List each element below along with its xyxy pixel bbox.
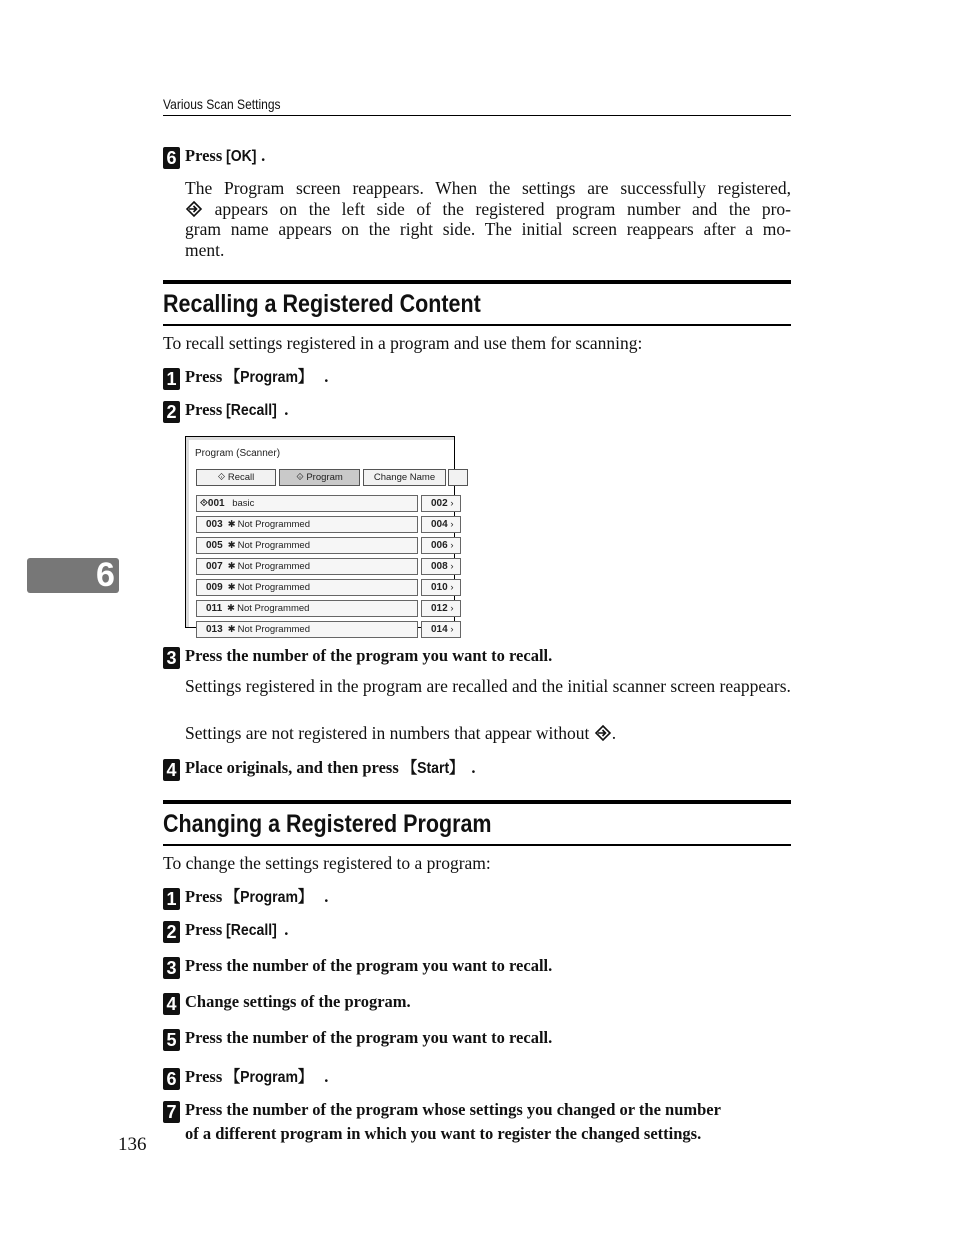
step-press-program: 6 Press 【Program】 . <box>163 1064 328 1090</box>
not-programmed-icon: ✱ <box>227 540 236 551</box>
not-programmed-icon: ✱ <box>227 519 236 530</box>
chevron-right-icon: › <box>450 624 454 635</box>
program-scanner-screenshot <box>185 436 455 635</box>
tab-recall[interactable]: ⟐ Recall <box>196 469 276 486</box>
step-press-ok: 6 Press [OK] . <box>163 146 265 169</box>
program-row-010[interactable]: 010 › <box>421 579 461 596</box>
tab-change-name[interactable]: Change Name <box>363 469 446 486</box>
tab-program[interactable]: ⟐ Program <box>279 469 360 486</box>
program-row-001[interactable]: ⟐001 basic <box>196 495 418 512</box>
tab-overflow[interactable] <box>448 469 468 486</box>
step-number: 6 <box>163 147 180 169</box>
section-title-recalling: Recalling a Registered Content <box>163 290 481 318</box>
recall-key: [Recall] <box>226 922 278 939</box>
not-programmed-icon: ✱ <box>227 624 236 635</box>
start-key: 【Start】 <box>402 760 464 777</box>
section-rule-bottom <box>163 844 791 846</box>
program-row-009[interactable]: 009 ✱ Not Programmed <box>196 579 418 596</box>
not-programmed-icon: ✱ <box>227 582 236 593</box>
step-press-number: 5 Press the number of the program you want to recall. <box>163 1028 552 1051</box>
program-row-007[interactable]: 007 ✱ Not Programmed <box>196 558 418 575</box>
step-press-recall: 2 Press [Recall] . <box>163 400 288 423</box>
step-press-number: 3 Press the number of the program you want to recall. <box>163 956 552 979</box>
program-row-014[interactable]: 014 › <box>421 621 461 638</box>
step-press-target-number: 7 Press the number of the program whose settings you changed or the number of a different program in which you want to register the changed settings. <box>163 1099 721 1144</box>
chevron-right-icon: › <box>450 519 454 530</box>
ok-key: [OK] <box>226 148 257 165</box>
section-intro: To recall settings registered in a program and use them for scanning: <box>163 333 643 353</box>
step-number: 2 <box>163 401 180 423</box>
program-mark-icon: ⟐ <box>217 472 226 483</box>
program-key: 【Program】 <box>226 889 313 906</box>
section-rule-top <box>163 280 791 284</box>
program-row-004[interactable]: 004 › <box>421 516 461 533</box>
step-number: 1 <box>163 368 180 390</box>
screen-title: Program (Scanner) <box>195 448 281 459</box>
section-rule-top <box>163 800 791 804</box>
program-mark-icon: ⟐ <box>200 498 208 509</box>
chevron-right-icon: › <box>450 540 454 551</box>
program-key: 【Program】 <box>226 1069 313 1086</box>
step-number: 5 <box>163 1029 180 1051</box>
chevron-right-icon: › <box>450 498 454 509</box>
program-row-003[interactable]: 003 ✱ Not Programmed <box>196 516 418 533</box>
not-programmed-icon: ✱ <box>227 561 236 572</box>
not-programmed-icon: ✱ <box>227 603 236 614</box>
section-intro: To change the settings registered to a program: <box>163 853 491 873</box>
step-place-originals: 4 Place originals, and then press 【Start】 . <box>163 755 475 781</box>
program-row-002[interactable]: 002 › <box>421 495 461 512</box>
step-press-program: 1 Press 【Program】 . <box>163 364 328 390</box>
recall-key: [Recall] <box>226 402 278 419</box>
program-mark-icon <box>594 724 612 742</box>
program-row-006[interactable]: 006 › <box>421 537 461 554</box>
chapter-number: 6 <box>96 556 115 594</box>
step-number: 4 <box>163 993 180 1015</box>
program-row-005[interactable]: 005 ✱ Not Programmed <box>196 537 418 554</box>
chevron-right-icon: › <box>450 603 454 614</box>
step3-paragraph-2: Settings are not registered in numbers that appear without . <box>185 723 617 743</box>
program-mark-icon <box>185 200 203 218</box>
step-press-program: 1 Press 【Program】 . <box>163 884 328 910</box>
step-number: 3 <box>163 957 180 979</box>
step-number: 3 <box>163 647 180 669</box>
step-press-number: 3 Press the number of the program you want to recall. <box>163 646 552 669</box>
program-row-011[interactable]: 011 ✱ Not Programmed <box>196 600 418 617</box>
page-number: 136 <box>118 1134 147 1155</box>
step-change-settings: 4 Change settings of the program. <box>163 992 411 1015</box>
header-rule <box>163 115 791 116</box>
step-press-recall: 2 Press [Recall] . <box>163 920 288 943</box>
step-number: 2 <box>163 921 180 943</box>
section-title-changing: Changing a Registered Program <box>163 810 492 838</box>
program-row-013[interactable]: 013 ✱ Not Programmed <box>196 621 418 638</box>
step-number: 6 <box>163 1068 180 1090</box>
section-rule-bottom <box>163 324 791 326</box>
step3-paragraph-1: Settings registered in the program are recalled and the initial scanner screen reappears. <box>185 676 791 696</box>
program-key: 【Program】 <box>226 369 313 386</box>
step-number: 1 <box>163 888 180 910</box>
program-row-012[interactable]: 012 › <box>421 600 461 617</box>
top-paragraph: The Program screen reappears. When the settings are successfully registered, appears on the left side of the registered program number and the pro- gram name appears on the right side. The initial screen reappears after a mo- ment. <box>185 178 791 260</box>
chevron-right-icon: › <box>450 561 454 572</box>
screen-body <box>189 440 454 635</box>
running-head: Various Scan Settings <box>163 96 281 112</box>
step-number: 7 <box>163 1101 180 1123</box>
program-row-008[interactable]: 008 › <box>421 558 461 575</box>
program-mark-icon: ⟐ <box>296 472 304 483</box>
step-number: 4 <box>163 759 180 781</box>
chevron-right-icon: › <box>450 582 454 593</box>
